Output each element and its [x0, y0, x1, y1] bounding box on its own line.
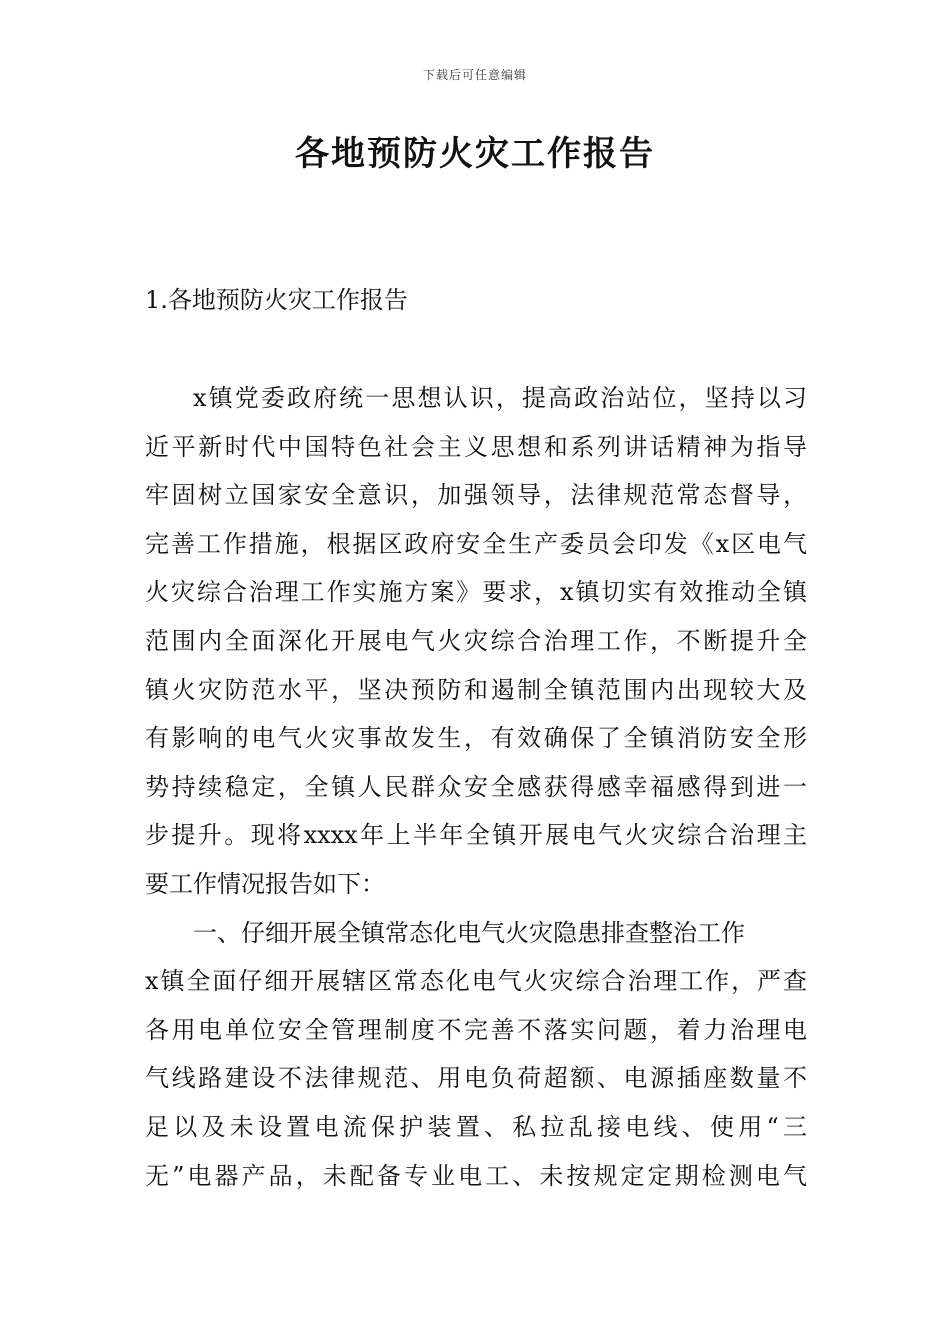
- body-line: 无”电器产品，未配备专业电工、未按规定定期检测电气: [145, 1161, 807, 1190]
- body-line: 势持续稳定，全镇人民群众安全感获得感幸福感得到进一: [145, 772, 807, 801]
- body-line: 步提升。现将xxxx年上半年全镇开展电气火灾综合治理主: [145, 821, 807, 850]
- body-line: 范围内全面深化开展电气火灾综合治理工作，不断提升全: [145, 626, 807, 655]
- section-heading: 1.各地预防火灾工作报告: [145, 286, 408, 314]
- body-line: x镇党委政府统一思想认识，提高政治站位，坚持以习: [193, 384, 807, 412]
- header-note: 下载后可任意编辑: [422, 68, 527, 82]
- body-line: 气线路建设不法律规范、用电负荷超额、电源插座数量不: [145, 1064, 807, 1093]
- body-line: 近平新时代中国特色社会主义思想和系列讲话精神为指导: [145, 432, 807, 461]
- body-text: [145, 379, 807, 1205]
- body-line: 完善工作措施，根据区政府安全生产委员会印发《x区电气: [145, 529, 807, 558]
- body-line: 要工作情况报告如下：: [145, 869, 385, 898]
- body-line: 足以及未设置电流保护装置、私拉乱接电线、使用“三: [145, 1112, 807, 1141]
- body-line: 镇火灾防范水平，坚决预防和遏制全镇范围内出现较大及: [145, 675, 807, 704]
- document-title: 各地预防火灾工作报告: [295, 134, 655, 174]
- body-line: 有影响的电气火灾事故发生，有效确保了全镇消防安全形: [145, 724, 807, 753]
- body-line: x镇全面仔细开展辖区常态化电气火灾综合治理工作，严查: [145, 967, 807, 996]
- body-line: 火灾综合治理工作实施方案》要求，x镇切实有效推动全镇: [145, 578, 807, 607]
- body-line: 各用电单位安全管理制度不完善不落实问题，着力治理电: [145, 1015, 807, 1044]
- subsection-heading: 一、仔细开展全镇常态化电气火灾隐患排查整治工作: [193, 918, 745, 947]
- body-line: 牢固树立国家安全意识，加强领导，法律规范常态督导，: [145, 481, 807, 510]
